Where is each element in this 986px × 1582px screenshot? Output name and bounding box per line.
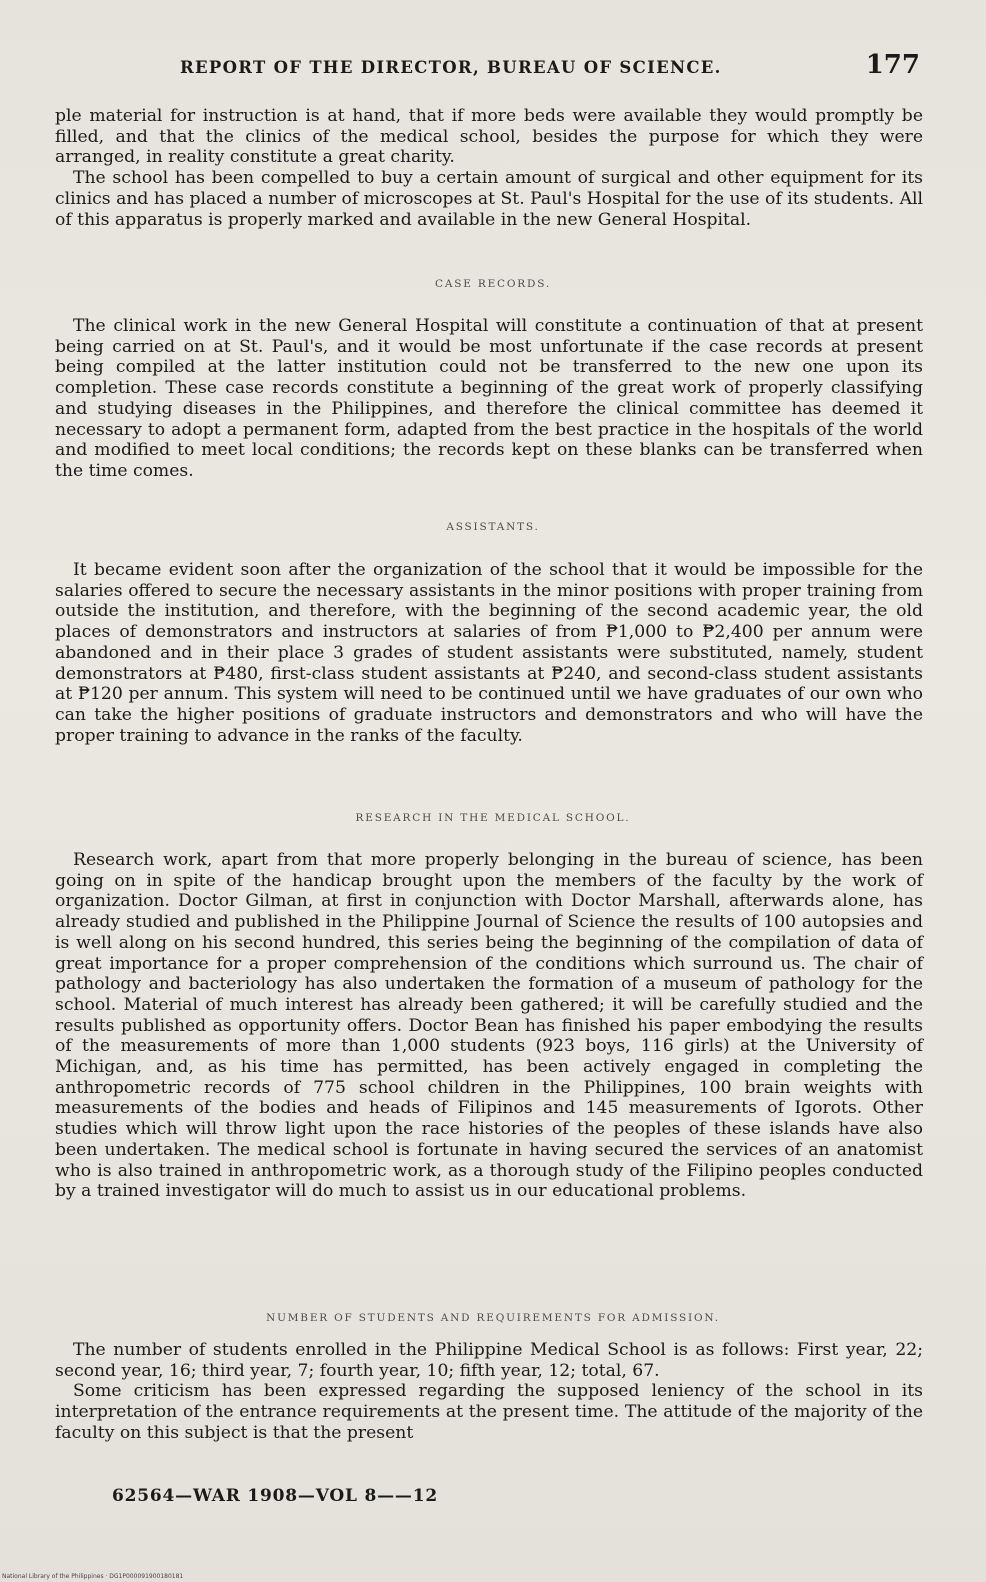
case-records-section xyxy=(55,316,923,482)
section-heading-research: RESEARCH IN THE MEDICAL SCHOOL. xyxy=(355,812,631,824)
running-header xyxy=(180,50,920,84)
admission-paragraph-2: Some criticism has been expressed regarding the supposed leniency of the school in its interpretation of the entrance requirements at the present time. The attitude of the majority of the faculty on this subject is that the present xyxy=(55,1381,923,1443)
header-title: REPORT OF THE DIRECTOR, BUREAU OF SCIENCE. xyxy=(180,58,722,77)
section-heading-case-records: CASE RECORDS. xyxy=(435,278,551,290)
case-records-paragraph: The clinical work in the new General Hospital will constitute a continuation of that at present being carried on at St. Paul's, and it would be most unfortunate if the case records at present being compiled at the latter institution could not be transferred to the new one upon its completion. These case records constitute a beginning of the great work of properly classifying and studying diseases in the Philippines, and therefore the clinical committee has deemed it necessary to adopt a permanent form, adapted from the best practice in the hospitals of the world and modified to meet local conditions; the records kept on these blanks can be transferred when the time comes. xyxy=(55,316,923,481)
research-paragraph: Research work, apart from that more properly belonging in the bureau of science, has been going on in spite of the handicap brought upon the members of the faculty by the work of organization. Doctor Gilman, at first in conjunction with Doctor Marshall, afterwards alone, has already studied and published in the Philippine Journal of Science the results of 100 autopsies and is well along on his second hundred, this series being the beginning of the compilation of data of great importance for a proper comprehension of the conditions which surround us. The chair of pathology and bacteriology has also undertaken the formation of a museum of pathology for the school. Material of much interest has already been gathered; it will be carefully studied and the results published as opportunity offers. Doctor Bean has finished his paper embodying the results of the measurements of more than 1,000 students (923 boys, 116 girls) at the University of Michigan, and, as his time has permitted, has been actively engaged in completing the anthropometric records of 775 school children in the Philippines, 100 brain weights with measurements of the bodies and heads of Filipinos and 145 measurements of Igorots. Other studies which will throw light upon the race histories of the peoples of these islands have also been undertaken. The medical school is fortunate in having secured the services of an anatomist who is also trained in anthropometric work, as a thorough study of the Filipino peoples conducted by a trained investigator will do much to assist us in our educational problems. xyxy=(55,850,923,1202)
intro-section xyxy=(55,106,923,230)
section-heading-admission: NUMBER OF STUDENTS AND REQUIREMENTS FOR ADMISSION. xyxy=(266,1312,720,1324)
intro-paragraph-1: ple material for instruction is at hand, that if more beds were available they would promptly be filled, and that the clinics of the medical school, besides the purpose for which they were arranged, in reality constitute a great charity. xyxy=(55,106,923,168)
scan-credit: National Library of the Philippines · DG1P000091900180181 xyxy=(2,1573,184,1580)
assistants-paragraph: It became evident soon after the organization of the school that it would be impossible for the salaries offered to secure the necessary assistants in the minor positions with proper training from outside the institution, and therefore, with the beginning of the second academic year, the old places of demonstrators and instructors at salaries of from ₱1,000 to ₱2,400 per annum were abandoned and in their place 3 grades of student assistants were substituted, namely, student demonstrators at ₱480, first-class student assistants at ₱240, and second-class student assistants at ₱120 per annum. This system will need to be continued until we have graduates of our own who can take the higher positions of graduate instructors and demonstrators and who will have the proper training to advance in the ranks of the faculty. xyxy=(55,560,923,746)
printer-signature: 62564—WAR 1908—VOL 8——12 xyxy=(112,1486,438,1506)
section-heading-assistants: ASSISTANTS. xyxy=(446,521,540,533)
research-section xyxy=(55,850,923,1202)
assistants-section xyxy=(55,560,923,746)
admission-paragraph-1: The number of students enrolled in the Philippine Medical School is as follows: First year, 22; second year, 16; third year, 7; fourth year, 10; fifth year, 12; total, 67. xyxy=(55,1340,923,1381)
intro-paragraph-2: The school has been compelled to buy a certain amount of surgical and other equipment for its clinics and has placed a number of microscopes at St. Paul's Hospital for the use of its students. All of this apparatus is properly marked and available in the new General Hospital. xyxy=(55,168,923,230)
page-number: 177 xyxy=(865,50,920,80)
admission-section xyxy=(55,1340,923,1444)
